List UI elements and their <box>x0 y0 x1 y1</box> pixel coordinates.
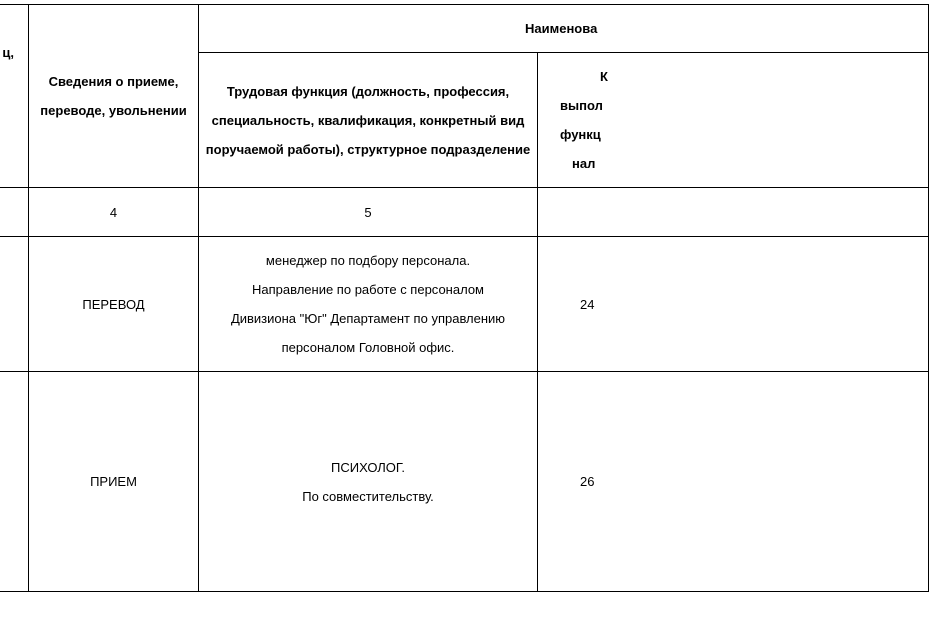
header-col5-text: Трудовая функция (должность, профессия, специальность, квалификация, конкретный вид поручаемой работы), структурное подразделение <box>205 83 531 157</box>
header-col5 <box>199 53 538 188</box>
header-col4 <box>29 5 199 188</box>
record-2-type: ПРИЕМ <box>29 372 199 592</box>
column-numbers-row <box>0 188 929 237</box>
number-col3 <box>0 188 29 237</box>
record-1-type: ПЕРЕВОД <box>29 237 199 372</box>
record-1-code: 24 <box>538 237 929 372</box>
record-2-col3 <box>0 372 29 592</box>
record-row-1 <box>0 237 929 372</box>
header-group-title: Наименова <box>199 5 929 53</box>
number-col4: 4 <box>29 188 199 237</box>
record-1-function-line-3: Дивизиона "Юг" Департамент по управлению <box>230 311 506 326</box>
header-row-group <box>0 5 929 53</box>
record-1-col3 <box>0 237 29 372</box>
record-2-function-line-2: По совместительству. <box>302 488 434 504</box>
header-col6-line-2: выпол <box>560 98 603 113</box>
header-col6-line-4: нал <box>572 156 596 171</box>
record-1-function <box>199 237 538 372</box>
header-col6 <box>538 53 929 188</box>
record-1-function-line-1: менеджер по подбору персонала. <box>265 253 471 268</box>
number-col6 <box>538 188 929 237</box>
record-2-code: 26 <box>538 372 929 592</box>
header-col3-partial: ц, <box>0 5 29 188</box>
record-1-function-line-4: персоналом Головной офис. <box>281 340 455 355</box>
employment-records-table <box>0 4 929 592</box>
record-2-function-line-1: ПСИХОЛОГ. <box>331 459 405 475</box>
record-1-function-line-2: Направление по работе с персоналом <box>251 282 484 297</box>
header-col4-text: Сведения о приеме, переводе, увольнении <box>40 74 187 118</box>
header-col6-line-1: К <box>600 69 608 84</box>
header-col6-line-3: функц <box>560 127 601 142</box>
number-col5: 5 <box>199 188 538 237</box>
record-row-2 <box>0 372 929 592</box>
record-2-function <box>199 372 538 592</box>
